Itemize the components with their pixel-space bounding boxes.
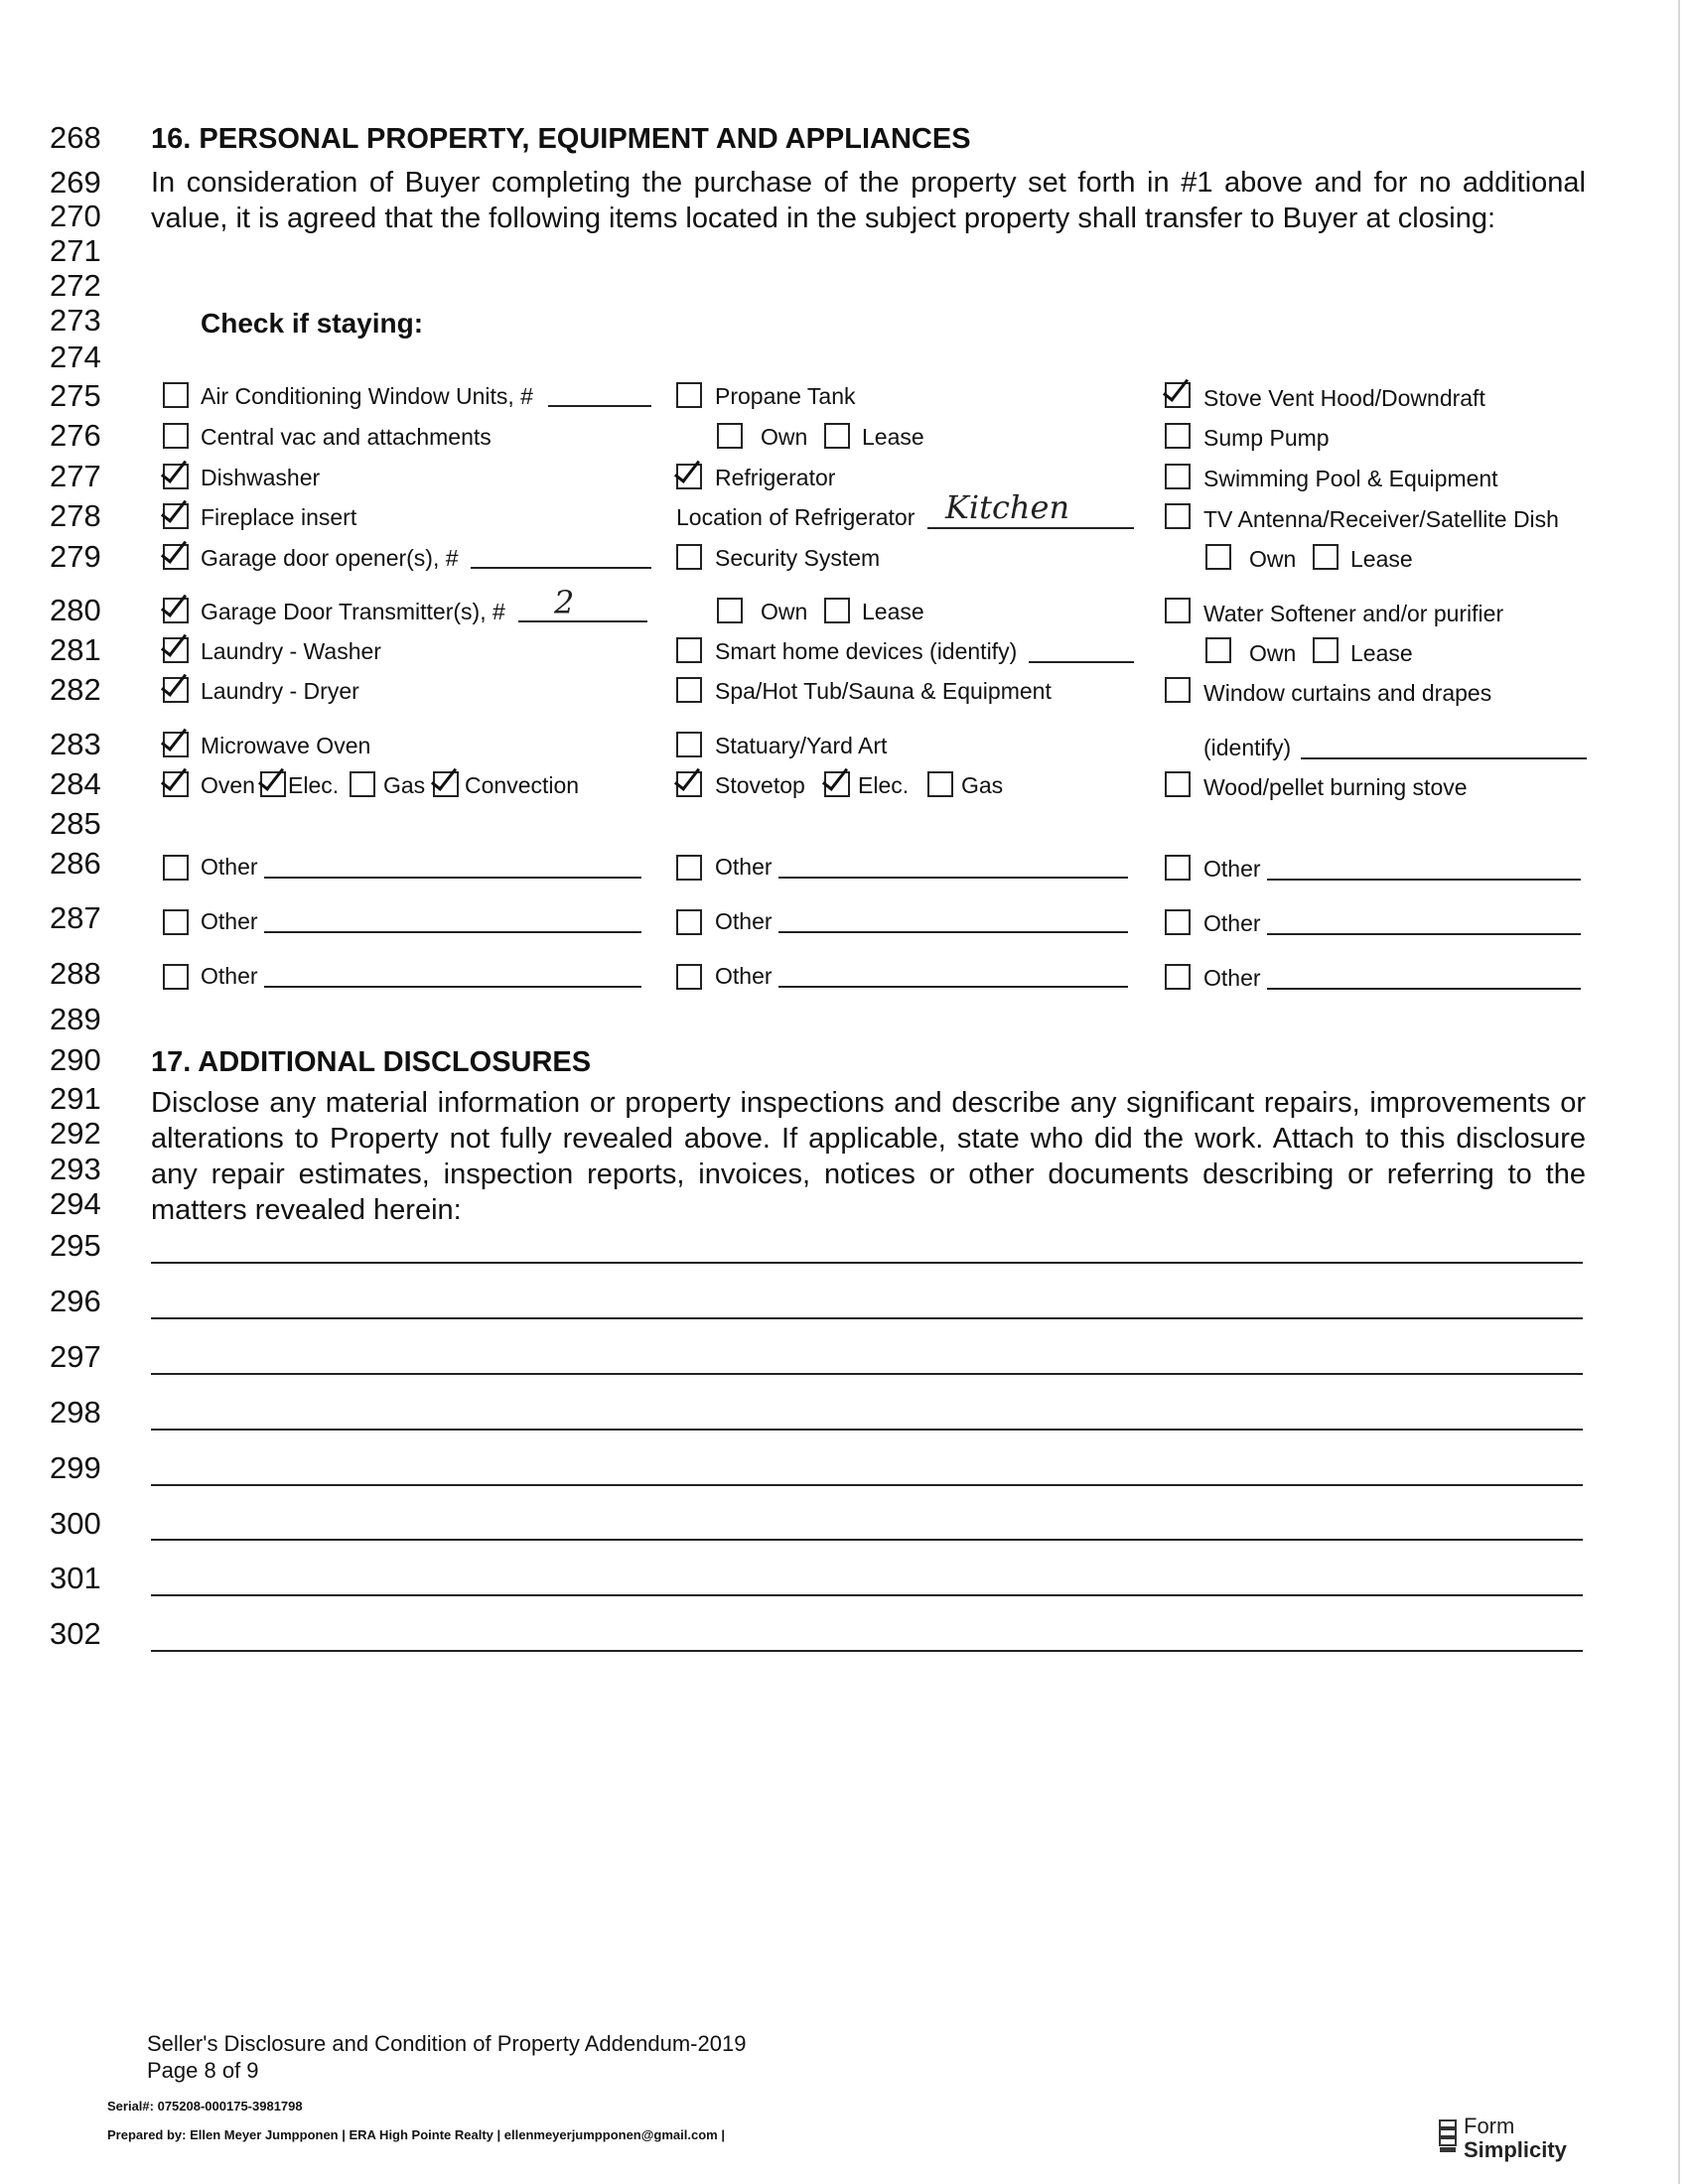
garage-transmitter-count-value: 2 bbox=[554, 584, 575, 621]
dryer-checkbox[interactable] bbox=[163, 677, 189, 703]
other-label: Other bbox=[1203, 856, 1261, 882]
propane-lease-label: Lease bbox=[862, 424, 924, 450]
line-number: 293 bbox=[50, 1152, 101, 1186]
line-number: 273 bbox=[50, 303, 101, 338]
other-label: Other bbox=[1203, 965, 1261, 991]
refrigerator-label: Refrigerator bbox=[715, 465, 836, 490]
central-vac-label: Central vac and attachments bbox=[201, 424, 492, 450]
fireplace-checkbox[interactable] bbox=[163, 503, 189, 529]
line-number: 289 bbox=[50, 1002, 101, 1036]
line-number: 278 bbox=[50, 498, 101, 533]
wood-stove-label: Wood/pellet burning stove bbox=[1203, 774, 1468, 800]
oven-elec-label: Elec. bbox=[288, 772, 340, 798]
line-number: 274 bbox=[50, 340, 101, 374]
line-number: 281 bbox=[50, 632, 101, 667]
statuary-label: Statuary/Yard Art bbox=[715, 733, 888, 758]
oven-label: Oven bbox=[201, 772, 255, 798]
microwave-checkbox[interactable] bbox=[163, 732, 189, 757]
disclosure-line[interactable] bbox=[151, 1317, 1583, 1319]
oven-checkbox[interactable] bbox=[163, 771, 189, 797]
line-number: 297 bbox=[50, 1339, 101, 1374]
other-label: Other bbox=[715, 908, 773, 934]
garage-opener-label: Garage door opener(s), # bbox=[201, 545, 459, 571]
line-number: 286 bbox=[50, 846, 101, 881]
security-checkbox[interactable] bbox=[676, 544, 702, 570]
propane-checkbox[interactable] bbox=[676, 382, 702, 408]
garage-transmitter-count-field[interactable] bbox=[518, 620, 647, 622]
curtains-label: Window curtains and drapes bbox=[1203, 680, 1492, 706]
ac-units-label: Air Conditioning Window Units, # bbox=[201, 383, 533, 409]
other-label: Other bbox=[201, 854, 258, 880]
line-number: 287 bbox=[50, 900, 101, 935]
disclosure-line[interactable] bbox=[151, 1262, 1583, 1264]
softener-label: Water Softener and/or purifier bbox=[1203, 601, 1504, 626]
other-field[interactable] bbox=[778, 986, 1128, 988]
other-field[interactable] bbox=[778, 877, 1128, 879]
wood-stove-checkbox[interactable] bbox=[1165, 771, 1191, 797]
garage-transmitter-label: Garage Door Transmitter(s), # bbox=[201, 599, 505, 624]
disclosure-line[interactable] bbox=[151, 1484, 1583, 1486]
tv-label: TV Antenna/Receiver/Satellite Dish bbox=[1203, 506, 1559, 532]
other-field[interactable] bbox=[264, 877, 641, 879]
fridge-location-label: Location of Refrigerator bbox=[676, 504, 916, 530]
other-checkbox[interactable] bbox=[163, 964, 189, 990]
line-number: 280 bbox=[50, 593, 101, 627]
line-number: 292 bbox=[50, 1116, 101, 1151]
logo-text bbox=[1464, 2115, 1567, 2162]
spa-checkbox[interactable] bbox=[676, 677, 702, 703]
page-edge-line bbox=[1678, 0, 1680, 2184]
stovetop-elec-label: Elec. bbox=[858, 772, 910, 798]
fireplace-label: Fireplace insert bbox=[201, 504, 357, 530]
propane-own-checkbox[interactable] bbox=[717, 423, 743, 449]
oven-elec-checkbox[interactable] bbox=[260, 771, 286, 797]
logo-text-line2: Simplicity bbox=[1464, 2137, 1567, 2162]
softener-own-label: Own bbox=[1249, 640, 1297, 666]
logo-text-line1: Form bbox=[1464, 2114, 1515, 2138]
line-number: 290 bbox=[50, 1042, 101, 1077]
other-checkbox[interactable] bbox=[676, 855, 702, 881]
check-if-staying-heading: Check if staying: bbox=[201, 308, 424, 339]
washer-checkbox[interactable] bbox=[163, 637, 189, 663]
garage-opener-count-field[interactable] bbox=[471, 567, 651, 569]
tv-lease-label: Lease bbox=[1350, 546, 1413, 572]
tv-own-checkbox[interactable] bbox=[1205, 544, 1231, 570]
ac-units-checkbox[interactable] bbox=[163, 382, 189, 408]
propane-own-label: Own bbox=[761, 424, 808, 450]
stovetop-label: Stovetop bbox=[715, 772, 805, 798]
other-checkbox[interactable] bbox=[676, 964, 702, 990]
disclosure-line[interactable] bbox=[151, 1429, 1583, 1431]
garage-opener-checkbox[interactable] bbox=[163, 544, 189, 570]
line-number: 275 bbox=[50, 378, 101, 413]
dishwasher-label: Dishwasher bbox=[201, 465, 321, 490]
line-number: 301 bbox=[50, 1561, 101, 1595]
smart-home-label: Smart home devices (identify) bbox=[715, 638, 1018, 664]
other-checkbox[interactable] bbox=[1165, 909, 1191, 935]
other-label: Other bbox=[201, 963, 258, 989]
oven-convection-label: Convection bbox=[465, 772, 580, 798]
other-checkbox[interactable] bbox=[1165, 964, 1191, 990]
central-vac-checkbox[interactable] bbox=[163, 423, 189, 449]
security-lease-label: Lease bbox=[862, 599, 924, 624]
refrigerator-checkbox[interactable] bbox=[676, 464, 702, 489]
section-17-title: 17. ADDITIONAL DISCLOSURES bbox=[151, 1046, 592, 1078]
other-label: Other bbox=[715, 854, 773, 880]
line-number: 282 bbox=[50, 672, 101, 707]
line-number: 285 bbox=[50, 806, 101, 841]
softener-lease-checkbox[interactable] bbox=[1313, 637, 1339, 663]
pool-checkbox[interactable] bbox=[1165, 464, 1191, 489]
curtains-identify-field[interactable] bbox=[1301, 757, 1587, 759]
sump-label: Sump Pump bbox=[1203, 425, 1330, 451]
line-number: 291 bbox=[50, 1081, 101, 1116]
other-checkbox[interactable] bbox=[1165, 855, 1191, 881]
security-own-label: Own bbox=[761, 599, 808, 624]
curtains-identify-label: (identify) bbox=[1203, 735, 1292, 760]
other-label: Other bbox=[1203, 910, 1261, 936]
line-number: 296 bbox=[50, 1284, 101, 1318]
other-label: Other bbox=[201, 908, 258, 934]
line-number: 277 bbox=[50, 459, 101, 493]
stovetop-gas-checkbox[interactable] bbox=[927, 771, 953, 797]
stovetop-elec-checkbox[interactable] bbox=[824, 771, 850, 797]
line-number: 295 bbox=[50, 1228, 101, 1263]
line-number: 271 bbox=[50, 233, 101, 268]
tv-lease-checkbox[interactable] bbox=[1313, 544, 1339, 570]
dishwasher-checkbox[interactable] bbox=[163, 464, 189, 489]
line-number: 279 bbox=[50, 539, 101, 574]
section-16-intro: In consideration of Buyer completing the purchase of the property set forth in #1 above and for no additional value, it is agreed that the following items located in the subject property shall transfer to Buyer at closing: bbox=[151, 167, 1586, 234]
softener-lease-label: Lease bbox=[1350, 640, 1413, 666]
line-number: 294 bbox=[50, 1186, 101, 1221]
garage-transmitter-checkbox[interactable] bbox=[163, 598, 189, 623]
form-stack-icon bbox=[1438, 2118, 1458, 2154]
line-number: 270 bbox=[50, 199, 101, 233]
fridge-location-value: Kitchen bbox=[945, 488, 1070, 526]
vent-hood-label: Stove Vent Hood/Downdraft bbox=[1203, 385, 1485, 411]
other-checkbox[interactable] bbox=[676, 909, 702, 935]
line-number: 299 bbox=[50, 1450, 101, 1485]
other-field[interactable] bbox=[264, 986, 641, 988]
other-field[interactable] bbox=[1267, 933, 1581, 935]
curtains-checkbox[interactable] bbox=[1165, 677, 1191, 703]
line-number: 272 bbox=[50, 268, 101, 303]
smart-home-checkbox[interactable] bbox=[676, 637, 702, 663]
softener-checkbox[interactable] bbox=[1165, 598, 1191, 623]
statuary-checkbox[interactable] bbox=[676, 732, 702, 757]
line-number: 298 bbox=[50, 1395, 101, 1430]
microwave-label: Microwave Oven bbox=[201, 733, 371, 758]
security-lease-checkbox[interactable] bbox=[824, 598, 850, 623]
other-field[interactable] bbox=[264, 931, 641, 933]
softener-own-checkbox[interactable] bbox=[1205, 637, 1231, 663]
ac-units-count-field[interactable] bbox=[548, 405, 651, 407]
fridge-location-field[interactable] bbox=[927, 527, 1134, 529]
vent-hood-checkbox[interactable] bbox=[1165, 382, 1191, 408]
dryer-label: Laundry - Dryer bbox=[201, 678, 359, 704]
other-checkbox[interactable] bbox=[163, 855, 189, 881]
form-name: Seller's Disclosure and Condition of Property Addendum-2019 bbox=[147, 2031, 747, 2056]
line-number: 268 bbox=[50, 120, 101, 155]
pool-label: Swimming Pool & Equipment bbox=[1203, 466, 1498, 491]
other-field[interactable] bbox=[778, 931, 1128, 933]
section-17-intro: Disclose any material information or property inspections and describe any significant repairs, improvements or alterations to Property not fully revealed above. If applicable, state who did the work. Attach to this disclosure any repair estimates, inspection reports, invoices, notices or other documents describing or referring to the matters revealed herein: bbox=[151, 1087, 1586, 1226]
other-checkbox[interactable] bbox=[163, 909, 189, 935]
page-number: Page 8 of 9 bbox=[147, 2058, 259, 2083]
other-field[interactable] bbox=[1267, 988, 1581, 990]
security-label: Security System bbox=[715, 545, 881, 571]
disclosure-line[interactable] bbox=[151, 1650, 1583, 1652]
tv-own-label: Own bbox=[1249, 546, 1297, 572]
propane-lease-checkbox[interactable] bbox=[824, 423, 850, 449]
oven-convection-checkbox[interactable] bbox=[433, 771, 459, 797]
disclosure-line[interactable] bbox=[151, 1539, 1583, 1541]
line-number: 276 bbox=[50, 418, 101, 453]
line-number: 283 bbox=[50, 727, 101, 761]
oven-gas-label: Gas bbox=[383, 772, 426, 798]
line-number: 284 bbox=[50, 766, 101, 801]
stovetop-gas-label: Gas bbox=[961, 772, 1004, 798]
other-label: Other bbox=[715, 963, 773, 989]
section-16-title: 16. PERSONAL PROPERTY, EQUIPMENT AND APPLIANCES bbox=[151, 123, 971, 155]
sump-checkbox[interactable] bbox=[1165, 423, 1191, 449]
propane-label: Propane Tank bbox=[715, 383, 856, 409]
line-number: 302 bbox=[50, 1616, 101, 1651]
spa-label: Spa/Hot Tub/Sauna & Equipment bbox=[715, 678, 1052, 704]
security-own-checkbox[interactable] bbox=[717, 598, 743, 623]
oven-gas-checkbox[interactable] bbox=[350, 771, 375, 797]
line-number: 288 bbox=[50, 956, 101, 991]
serial-number: Serial#: 075208-000175-3981798 bbox=[107, 2099, 303, 2114]
washer-label: Laundry - Washer bbox=[201, 638, 381, 664]
disclosure-line[interactable] bbox=[151, 1594, 1583, 1596]
smart-home-field[interactable] bbox=[1029, 661, 1134, 663]
disclosure-line[interactable] bbox=[151, 1373, 1583, 1375]
other-field[interactable] bbox=[1267, 879, 1581, 881]
tv-checkbox[interactable] bbox=[1165, 503, 1191, 529]
stovetop-checkbox[interactable] bbox=[676, 771, 702, 797]
prepared-by: Prepared by: Ellen Meyer Jumpponen | ERA High Pointe Realty | ellenmeyerjumpponen@gmail.com | bbox=[107, 2127, 725, 2142]
line-number: 269 bbox=[50, 165, 101, 200]
line-number: 300 bbox=[50, 1506, 101, 1541]
